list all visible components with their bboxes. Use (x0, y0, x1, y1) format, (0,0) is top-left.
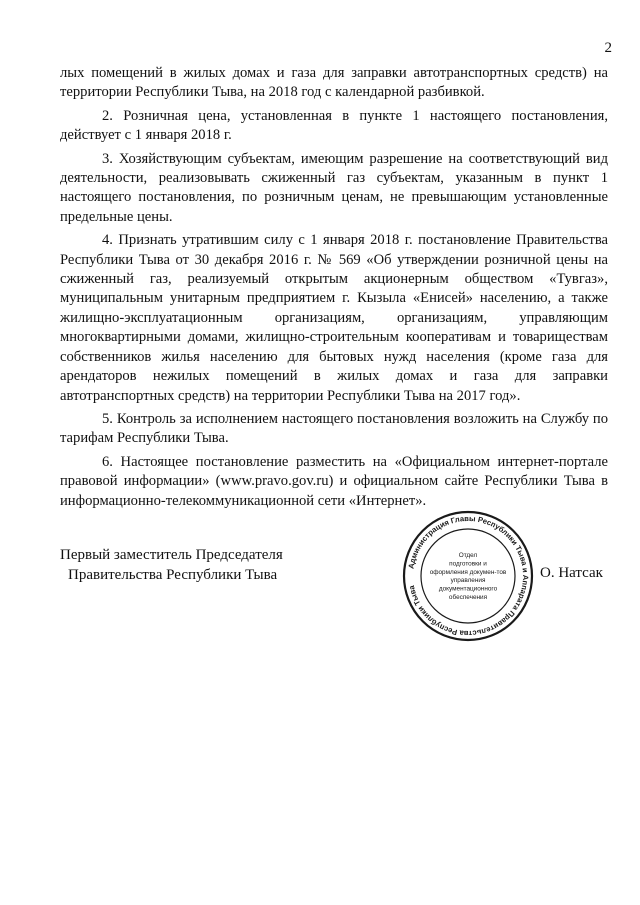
seal-center-line: обеспечения (448, 594, 488, 601)
seal-center-line: оформления докумен-тов (429, 568, 507, 576)
seal-center-line: управления (450, 577, 486, 585)
seal-center-line: Отдел (458, 552, 478, 559)
official-seal (401, 509, 535, 643)
paragraph-6: 6. Настоящее постановление разместить на «Официальном интернет-портале правовой информации» (www.pravo.gov.ru) и официальном сайте Республики Тыва в информационно-телекоммуникационной сети «Интернет». (60, 453, 608, 509)
seal-center-line: документационного (438, 585, 498, 593)
page-number: 2 (604, 40, 612, 56)
paragraph-2: 2. Розничная цена, установленная в пункте 1 настоящего постановления, действует с 1 января 2018 г. (60, 107, 608, 144)
position-line-1: Первый заместитель Председателя (60, 547, 283, 563)
seal-inner-ring (421, 529, 515, 623)
paragraph-4: 4. Признать утратившим силу с 1 января 2018 г. постановление Правительства Республики Тыва от 30 декабря 2016 г. № 569 «Об утверждении розничной цены на сжиженный газ, реализуемый открытым акционерным обществом «Тувгаз», муниципальным унитарным предприятием г. Кызыла «Енисей» населению, а также жилищно-эксплуатационным организациям, организациям, управляющим многоквартирными домами, жилищно-строительным кооперативам и товариществам собственников жилья населению для бытовых нужд населения (кроме газа для арендаторов нежилых помещений в жилых домах и газа для заправки автотранспортных средств) на территории Республики Тыва на 2017 год». (60, 232, 608, 404)
seal-ring-text: Администрация Главы Республики Тыва и Аппарата Правительства Республики Тыва (406, 513, 531, 639)
document-body (60, 64, 608, 515)
signatory-position (60, 546, 283, 585)
seal-center-line: подготовки и (449, 560, 487, 568)
signatory-name: О. Натсак (540, 565, 603, 581)
paragraph-continuation: лых помещений в жилых домах и газа для заправки автотранспортных средств) на территории Республики Тыва, на 2018 год с календарной разбивкой. (60, 65, 608, 101)
paragraph-3: 3. Хозяйствующим субъектам, имеющим разрешение на соответствующий вид деятельности, реализовывать сжиженный газ субъектам, указанным в пункт 1 настоящего постановления, по розничным ценам, не превышающим установленные предельные цены. (60, 150, 608, 225)
svg-text:Администрация Главы Республики (406, 514, 530, 638)
position-line-2: Правительства Республики Тыва (68, 566, 278, 583)
seal-outer-ring (404, 512, 532, 640)
paragraph-5: 5. Контроль за исполнением настоящего постановления возложить на Службу по тарифам Республики Тыва. (60, 410, 608, 447)
